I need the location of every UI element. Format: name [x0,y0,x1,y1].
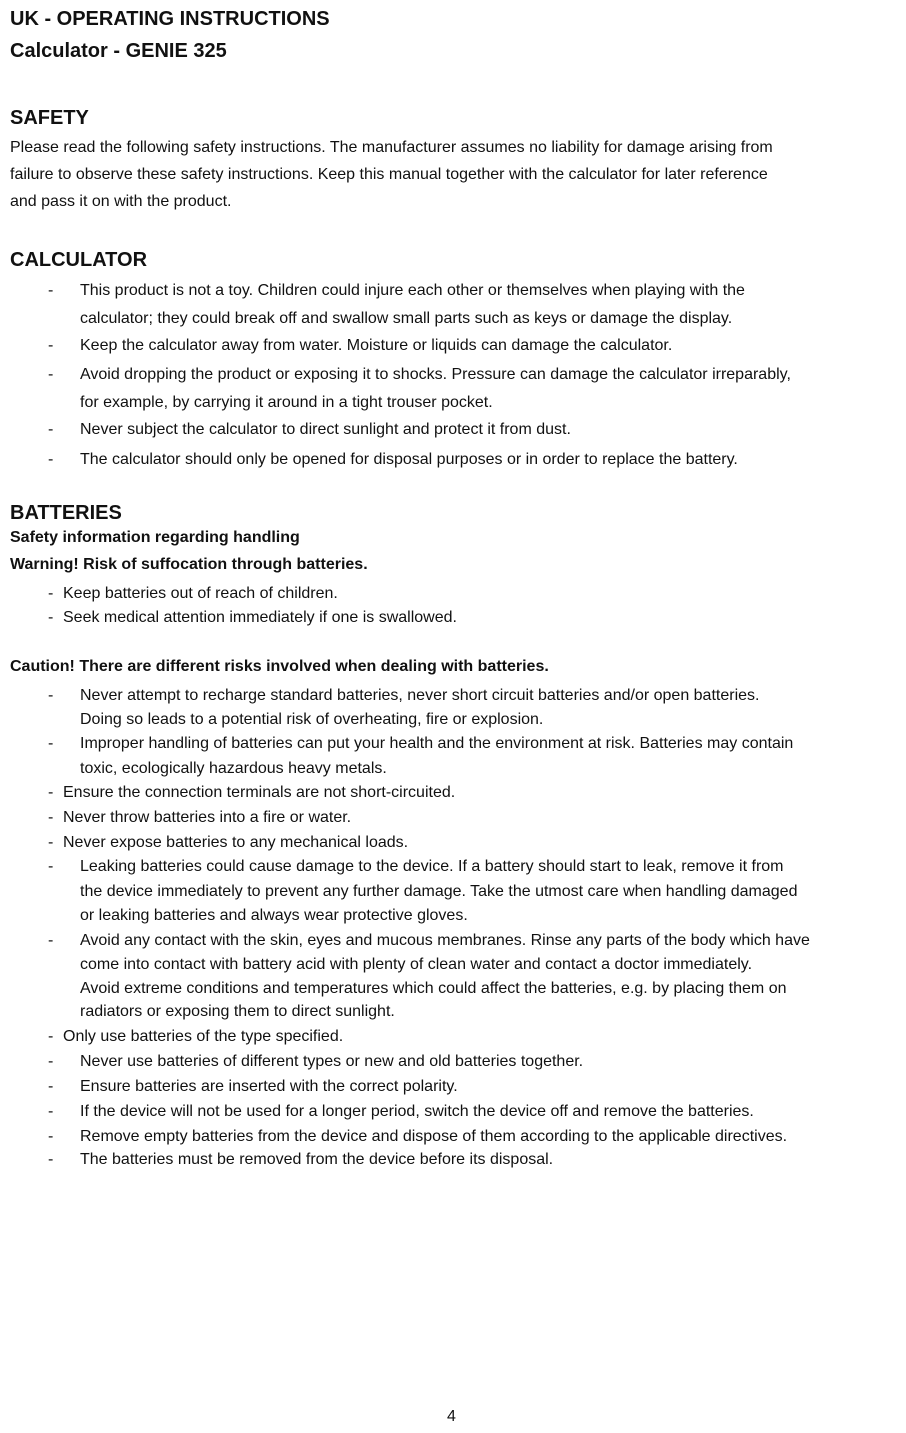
safety-heading: SAFETY [10,107,89,129]
bullet-dash: - [48,337,54,354]
bullet-dash: - [48,451,54,468]
bullet-dash: - [48,834,54,851]
bullet-dash: - [48,282,54,299]
list-item-line: Ensure batteries are inserted with the correct polarity. [80,1078,458,1095]
batteries-subheading: Safety information regarding handling [10,529,300,546]
bullet-dash: - [48,366,54,383]
list-item-line: Never expose batteries to any mechanical loads. [63,834,409,851]
bullet-dash: - [48,932,54,949]
bullet-dash: - [48,1151,54,1168]
list-item-line: Only use batteries of the type specified. [63,1028,344,1045]
warning-heading: Warning! Risk of suffocation through batteries. [10,556,368,573]
list-item-line: Never throw batteries into a fire or water. [63,809,352,826]
bullet-dash: - [48,1078,54,1095]
list-item-line: Never subject the calculator to direct sunlight and protect it from dust. [80,421,571,438]
bullet-dash: - [48,1128,54,1145]
list-item-line: Improper handling of batteries can put your health and the environment at risk. Batteries may contain [80,735,794,752]
list-item-line: come into contact with battery acid with plenty of clean water and contact a doctor immediately. [80,956,753,973]
list-item-line: The calculator should only be opened for disposal purposes or in order to replace the battery. [80,451,738,468]
list-item-line: Remove empty batteries from the device and dispose of them according to the applicable directives. [80,1128,788,1145]
bullet-dash: - [48,1103,54,1120]
title-line: UK - OPERATING INSTRUCTIONS [10,8,330,30]
paragraph-line: Please read the following safety instructions. The manufacturer assumes no liability for damage arising from [10,139,773,156]
list-item-line: Ensure the connection terminals are not short-circuited. [63,784,456,801]
list-item-line: calculator; they could break off and swallow small parts such as keys or damage the display. [80,310,733,327]
calculator-heading: CALCULATOR [10,249,148,271]
bullet-dash: - [48,421,54,438]
list-item-line: The batteries must be removed from the device before its disposal. [80,1151,554,1168]
list-item-line: Seek medical attention immediately if one is swallowed. [63,609,457,626]
bullet-dash: - [48,784,54,801]
list-item-line: for example, by carrying it around in a tight trouser pocket. [80,394,493,411]
list-item-line: Avoid extreme conditions and temperatures which could affect the batteries, e.g. by placing them on [80,980,787,997]
list-item-line: If the device will not be used for a longer period, switch the device off and remove the batteries. [80,1103,754,1120]
list-item-line: Keep the calculator away from water. Moisture or liquids can damage the calculator. [80,337,673,354]
list-item-line: toxic, ecologically hazardous heavy metals. [80,760,387,777]
bullet-dash: - [48,735,54,752]
bullet-dash: - [48,858,54,875]
list-item-line: Avoid dropping the product or exposing it to shocks. Pressure can damage the calculator irreparably, [80,366,791,383]
list-item-line: Doing so leads to a potential risk of overheating, fire or explosion. [80,711,544,728]
subtitle-line: Calculator - GENIE 325 [10,40,227,62]
list-item-line: or leaking batteries and always wear protective gloves. [80,907,468,924]
bullet-dash: - [48,585,54,602]
list-item-line: Leaking batteries could cause damage to the device. If a battery should start to leak, remove it from [80,858,784,875]
page-number: 4 [447,1408,456,1425]
list-item-line: Never use batteries of different types or new and old batteries together. [80,1053,584,1070]
caution-heading: Caution! There are different risks involved when dealing with batteries. [10,658,549,675]
batteries-heading: BATTERIES [10,502,122,524]
list-item-line: Never attempt to recharge standard batteries, never short circuit batteries and/or open batteries. [80,687,760,704]
bullet-dash: - [48,1028,54,1045]
list-item-line: Avoid any contact with the skin, eyes and mucous membranes. Rinse any parts of the body which have [80,932,810,949]
bullet-dash: - [48,687,54,704]
paragraph-line: failure to observe these safety instructions. Keep this manual together with the calculator for later reference [10,166,768,183]
bullet-dash: - [48,1053,54,1070]
list-item-line: This product is not a toy. Children could injure each other or themselves when playing with the [80,282,745,299]
list-item-line: radiators or exposing them to direct sunlight. [80,1003,395,1020]
paragraph-line: and pass it on with the product. [10,193,232,210]
list-item-line: the device immediately to prevent any further damage. Take the utmost care when handling damaged [80,883,798,900]
list-item-line: Keep batteries out of reach of children. [63,585,338,602]
bullet-dash: - [48,809,54,826]
bullet-dash: - [48,609,54,626]
